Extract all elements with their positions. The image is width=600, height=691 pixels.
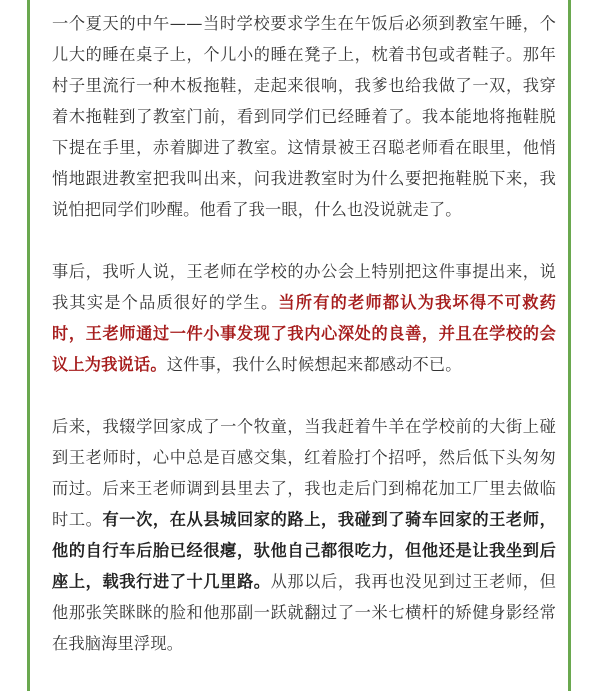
paragraph-spacer [52,225,556,256]
paragraph-2-highlight: 当所有的老师都认为我坏得不可救药时，王老师通过一件小事发现了我内心深处的良善，并且在学校的会议上为我说话。 [52,293,556,374]
paragraph-3-intro: 后来，我辍学回家成了一个牧童，当我赶着牛羊在学校前的大街上碰到王老师时，心中总是百感交集，红着脸打个招呼，然后低下头匆匆而过。后来王老师调到县里去了，我也走后门到棉花加工厂里去做临时工。 [52,417,556,529]
paragraph-3-outro: 从那以后，我再也没见到过王老师，但他那张笑眯眯的脸和他那副一跃就翻过了一米七横杆的矫健身影经常在我脑海里浮现。 [52,572,556,653]
paragraph-3-bold: 有一次，在从县城回家的路上，我碰到了骑车回家的王老师，他的自行车后胎已经很瘪，驮他自己都很吃力，但他还是让我坐到后座上，载我行进了十几里路。 [52,510,556,591]
paragraph-1-text: 一个夏天的中午——当时学校要求学生在午饭后必须到教室午睡，个儿大的睡在桌子上，个儿小的睡在凳子上，枕着书包或者鞋子。那年村子里流行一种木板拖鞋，走起来很响，我爹也给我做了一双，我穿着木拖鞋到了教室门前，看到同学们已经睡着了。我本能地将拖鞋脱下提在手里，赤着脚进了教室。这情景被王召聪老师看在眼里，他悄悄地跟进教室把我叫出来，问我进教室时为什么要把拖鞋脱下来，我说怕把同学们吵醒。他看了我一眼，什么也没说就走了。 [52,14,556,219]
paragraph-2 [52,256,556,380]
paragraph-3 [52,411,556,659]
article-body [52,8,556,659]
paragraph-2-intro: 事后，我听人说，王老师在学校的办公会上特别把这件事提出来，说我其实是个品质很好的学生。 [52,262,556,312]
paragraph-1 [52,8,556,225]
paragraph-2-outro: 这件事，我什么时候想起来都感动不已。 [166,355,462,374]
paragraph-spacer [52,380,556,411]
